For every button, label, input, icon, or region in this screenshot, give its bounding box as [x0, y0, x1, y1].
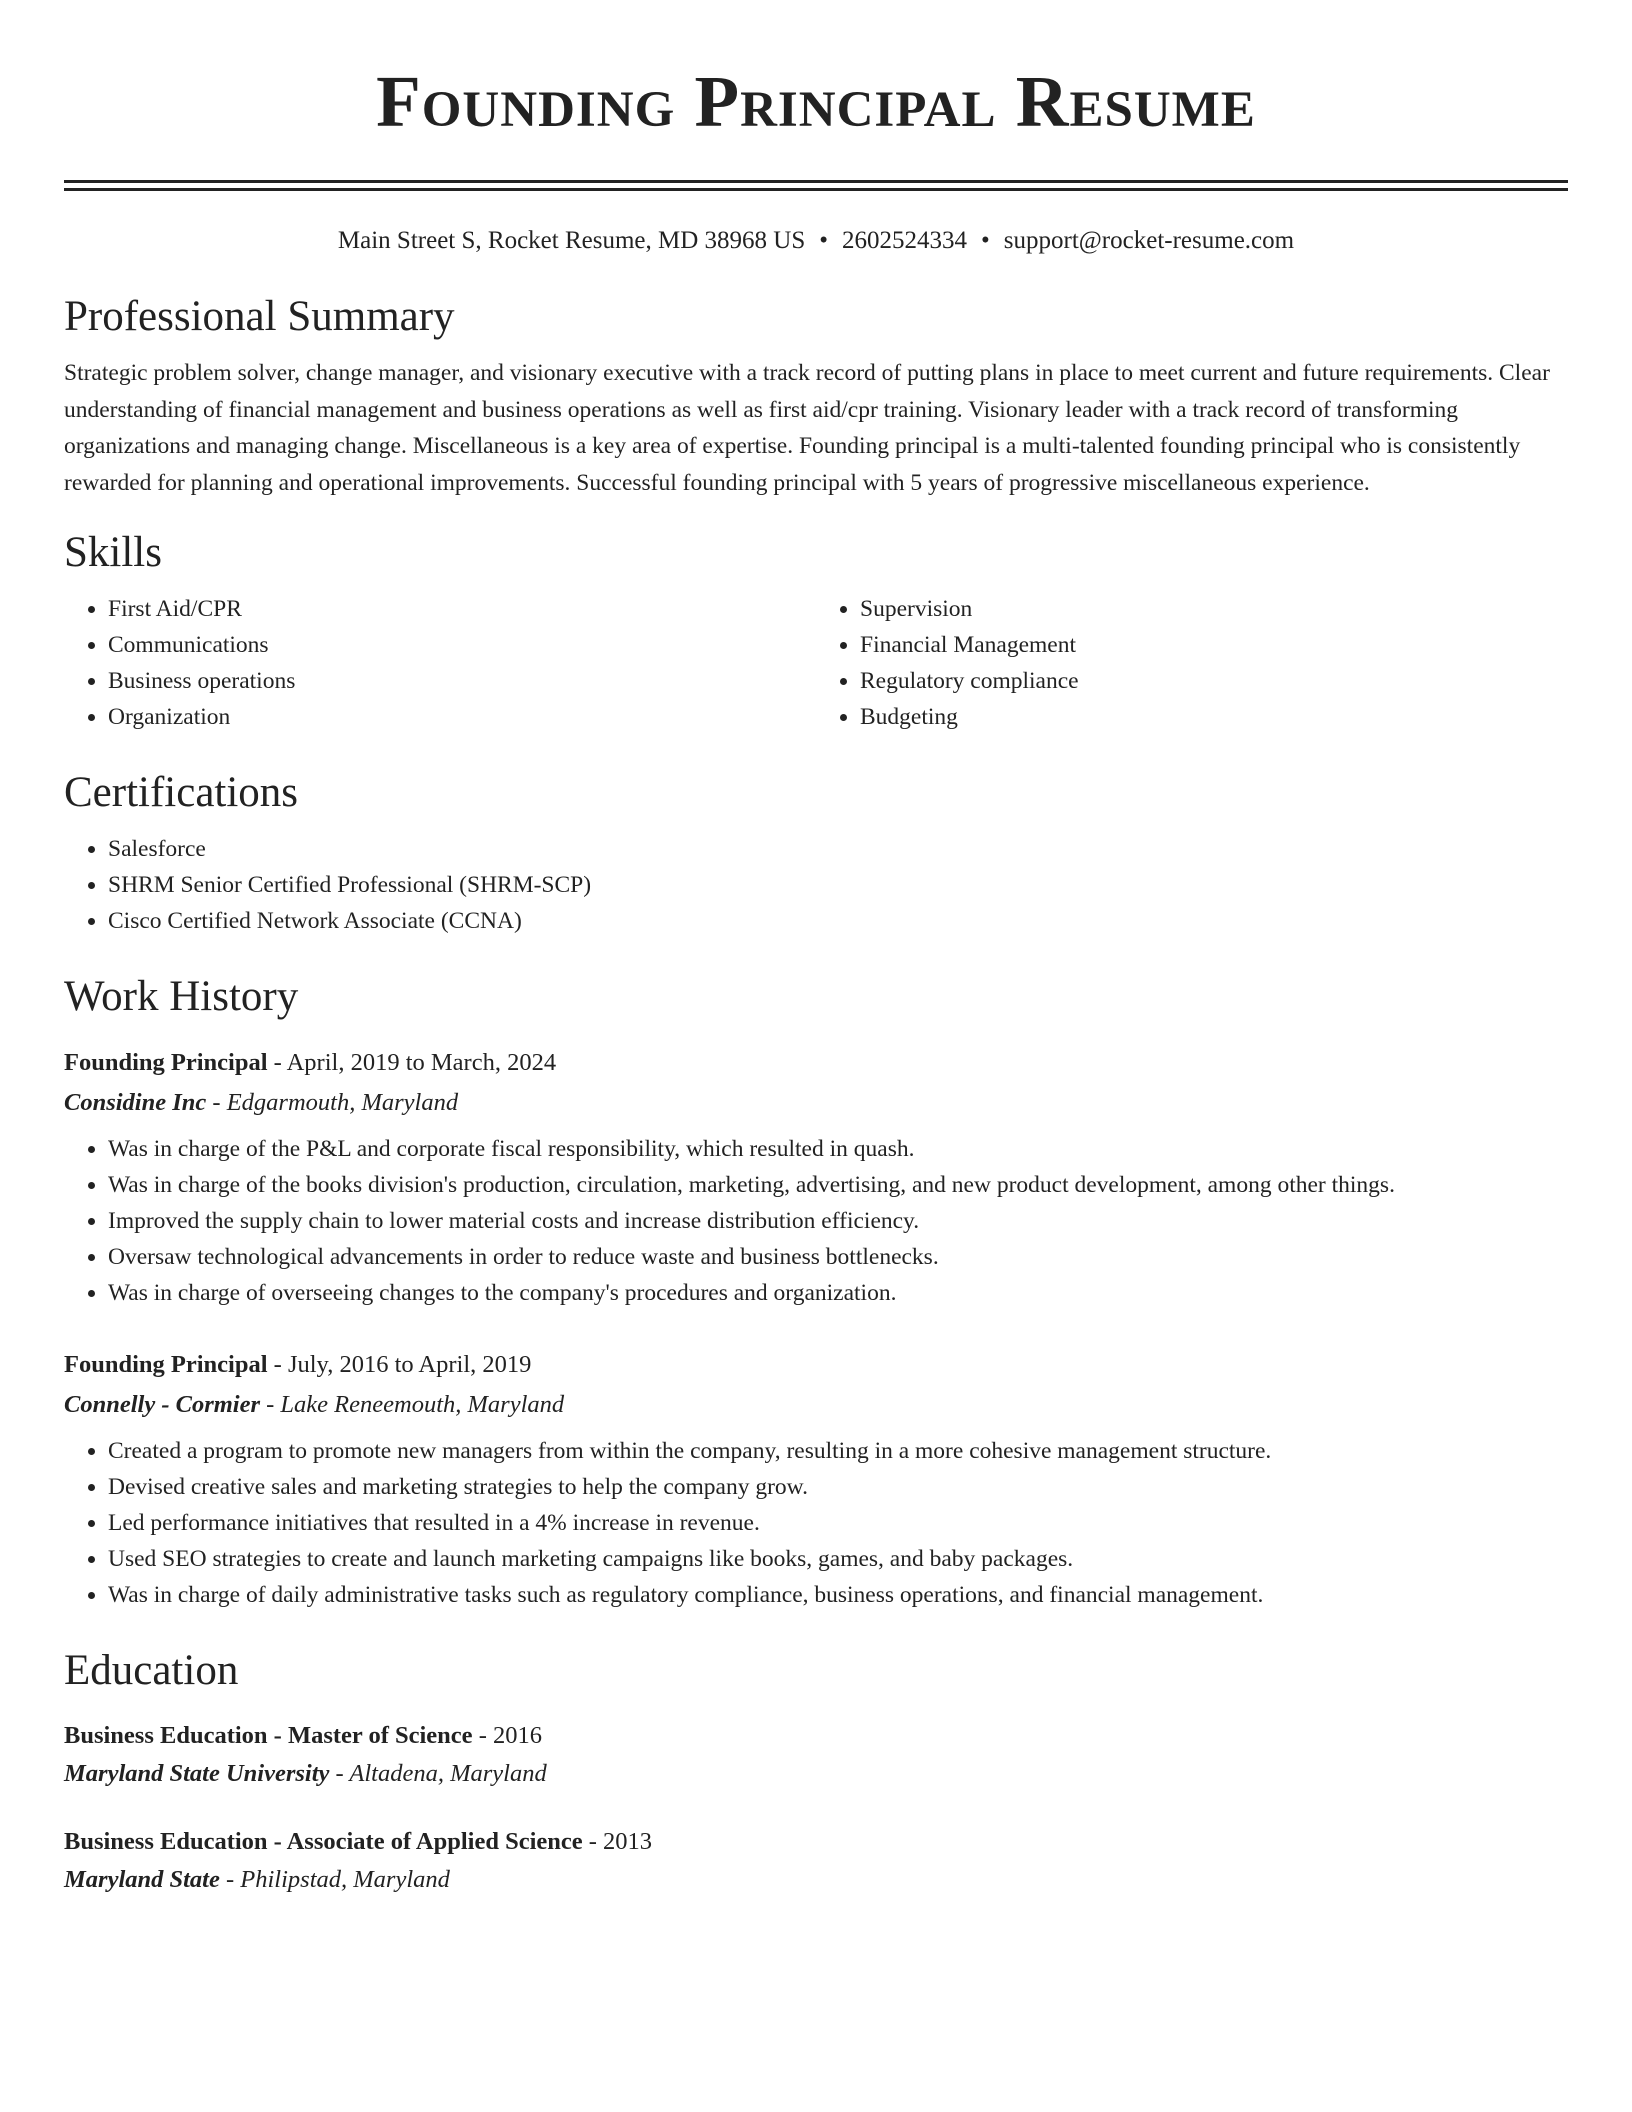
contact-separator: • — [819, 227, 829, 254]
certifications-section — [64, 765, 1568, 939]
skill-item: • Business operations — [108, 663, 816, 699]
education-degree: Business Education - Master of Science — [64, 1722, 473, 1749]
skill-item: • Financial Management — [860, 627, 1568, 663]
certification-item: • Salesforce — [108, 831, 1568, 867]
job-bullet: • Led performance initiatives that resulted in a 4% increase in revenue. — [108, 1505, 1568, 1541]
certification-item: • SHRM Senior Certified Professional (SHRM-SCP) — [108, 867, 1568, 903]
job-company: Considine Inc — [64, 1089, 207, 1116]
job-bullet: • Was in charge of the P&L and corporate fiscal responsibility, which resulted in quash. — [108, 1131, 1568, 1167]
job-bullet: • Used SEO strategies to create and launch marketing campaigns like books, games, and baby packages. — [108, 1541, 1568, 1577]
summary-section — [64, 289, 1568, 501]
job-dates: - April, 2019 to March, 2024 — [267, 1049, 557, 1076]
resume-title: Founding Principal Resume — [376, 61, 1256, 142]
certifications-heading: Certifications — [64, 769, 299, 816]
contact-phone: 2602524334 — [842, 227, 968, 254]
job-title: Founding Principal — [64, 1049, 268, 1076]
education-section — [64, 1643, 1568, 1899]
education-year: - 2013 — [582, 1828, 653, 1855]
job-location: - Lake Reneemouth, Maryland — [260, 1391, 565, 1418]
job-bullets — [64, 1131, 1568, 1311]
job-location: - Edgarmouth, Maryland — [206, 1089, 459, 1116]
job-entry — [64, 1345, 1568, 1613]
job-entry — [64, 1043, 1568, 1311]
skill-item: • Regulatory compliance — [860, 663, 1568, 699]
certification-item: • Cisco Certified Network Associate (CCNA) — [108, 903, 1568, 939]
education-year: - 2016 — [472, 1722, 542, 1749]
job-bullet: • Was in charge of the books division's production, circulation, marketing, advertising, and new product development, among other things. — [108, 1167, 1568, 1203]
job-bullet: • Was in charge of overseeing changes to the company's procedures and organization. — [108, 1275, 1568, 1311]
job-bullet: • Oversaw technological advancements in order to reduce waste and business bottlenecks. — [108, 1239, 1568, 1275]
skills-grid — [64, 591, 1568, 735]
skill-item: • Supervision — [860, 591, 1568, 627]
summary-heading: Professional Summary — [64, 293, 455, 340]
education-location: - Philipstad, Maryland — [219, 1866, 450, 1893]
education-entry — [64, 1717, 1568, 1793]
resume-page — [64, 0, 1568, 1899]
education-school-line — [64, 1861, 1568, 1899]
job-bullet: • Devised creative sales and marketing strategies to help the company grow. — [108, 1469, 1568, 1505]
education-school: Maryland State — [64, 1866, 220, 1893]
contact-line — [64, 223, 1568, 259]
skill-item: • Communications — [108, 627, 816, 663]
education-degree: Business Education - Associate of Applied Science — [64, 1828, 583, 1855]
work-history-heading: Work History — [64, 973, 299, 1020]
certifications-list — [64, 831, 1568, 939]
education-heading: Education — [64, 1647, 239, 1694]
job-header — [64, 1043, 1568, 1083]
skills-list-left — [64, 591, 816, 735]
skills-heading: Skills — [64, 529, 162, 576]
skills-list-right — [816, 591, 1568, 735]
education-header — [64, 1717, 1568, 1755]
job-header — [64, 1345, 1568, 1385]
education-location: - Altadena, Maryland — [329, 1760, 547, 1787]
summary-text: Strategic problem solver, change manager, and visionary executive with a track record of putting plans in place to meet current and future requirements. Clear understanding of financial management and business operations as well as first aid/cpr training. Visionary leader with a track record of transforming organizations and managing change. Miscellaneous is a key area of expertise. Founding principal is a multi-talented founding principal who is consistently rewarded for planning and operational improvements. Successful founding principal with 5 years of progressive miscellaneous experience. — [64, 360, 1550, 496]
title-divider — [64, 180, 1568, 191]
contact-email: support@rocket-resume.com — [1003, 227, 1295, 254]
skills-section — [64, 525, 1568, 735]
job-company-line — [64, 1385, 1568, 1425]
education-school: Maryland State University — [64, 1760, 330, 1787]
job-title: Founding Principal — [64, 1351, 268, 1378]
education-entry — [64, 1823, 1568, 1899]
work-history-section — [64, 969, 1568, 1613]
job-bullet: • Created a program to promote new managers from within the company, resulting in a more cohesive management structure. — [108, 1433, 1568, 1469]
job-company-line — [64, 1083, 1568, 1123]
contact-address: Main Street S, Rocket Resume, MD 38968 US — [337, 227, 806, 254]
skill-item: • Organization — [108, 699, 816, 735]
contact-separator: • — [981, 227, 990, 254]
education-header — [64, 1823, 1568, 1861]
job-bullet: • Improved the supply chain to lower material costs and increase distribution efficiency. — [108, 1203, 1568, 1239]
skill-item: • First Aid/CPR — [108, 591, 816, 627]
job-bullets — [64, 1433, 1568, 1613]
skill-item: • Budgeting — [860, 699, 1568, 735]
education-school-line — [64, 1755, 1568, 1793]
job-company: Connelly - Cormier — [64, 1391, 261, 1418]
job-bullet: • Was in charge of daily administrative tasks such as regulatory compliance, business operations, and financial management. — [108, 1577, 1568, 1613]
job-dates: - July, 2016 to April, 2019 — [267, 1351, 532, 1378]
